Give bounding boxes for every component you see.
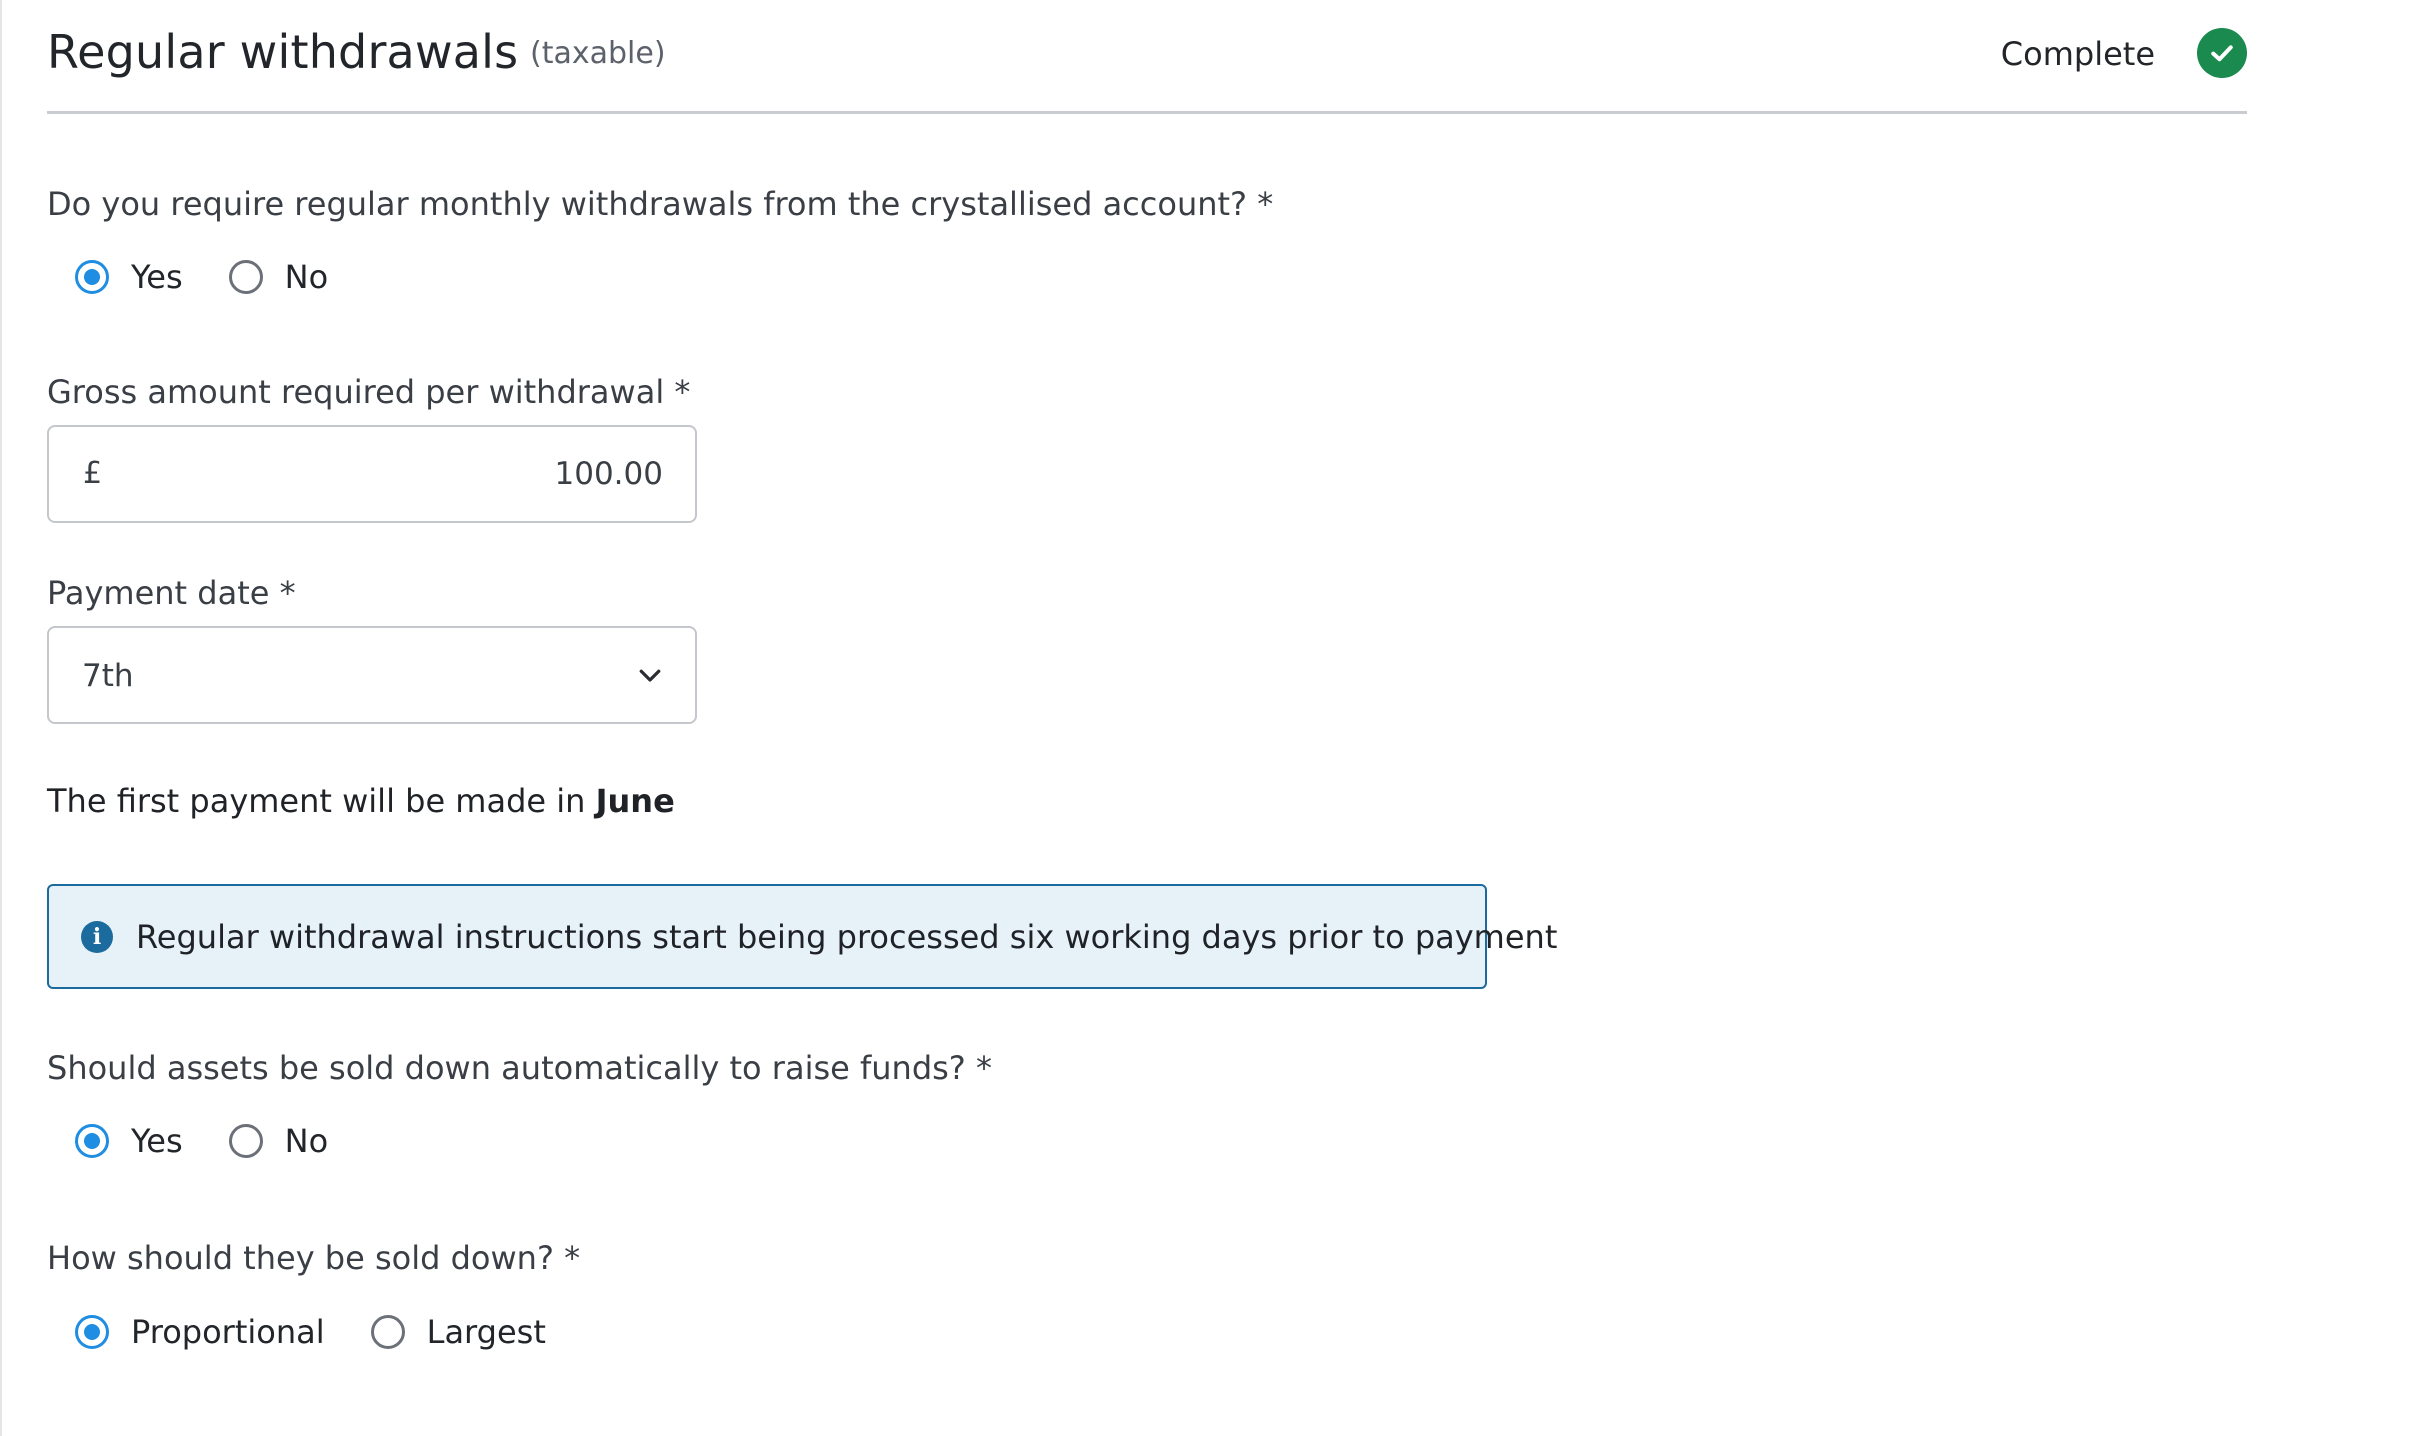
- sell-down-radio-group: [75, 1120, 374, 1162]
- processing-notice: [47, 884, 1558, 989]
- radio-label-yes: Yes: [131, 1122, 183, 1160]
- sell-method-radio-group: [75, 1311, 592, 1353]
- gross-amount-label: Gross amount required per withdrawal *: [47, 373, 691, 411]
- radio-checked-icon[interactable]: [75, 1315, 109, 1349]
- first-payment-prefix: The first payment will be made in: [47, 782, 596, 820]
- monthly-withdrawals-no-option[interactable]: [229, 256, 329, 298]
- radio-unchecked-icon[interactable]: [371, 1315, 405, 1349]
- radio-label-no: No: [284, 258, 329, 296]
- monthly-withdrawals-radio-group: [75, 256, 374, 298]
- payment-date-select[interactable]: [47, 626, 697, 724]
- radio-label-yes: Yes: [131, 258, 183, 296]
- section-subtitle: (taxable): [530, 36, 666, 71]
- first-payment-info: [47, 780, 675, 822]
- sell-down-yes-option[interactable]: [75, 1120, 183, 1162]
- gross-amount-value: 100.00: [554, 456, 663, 492]
- sell-method-question: How should they be sold down? *: [47, 1239, 581, 1277]
- monthly-withdrawals-question: Do you require regular monthly withdrawals from the crystallised account? *: [47, 185, 1274, 223]
- radio-checked-icon[interactable]: [75, 260, 109, 294]
- radio-unchecked-icon[interactable]: [229, 1124, 263, 1158]
- processing-notice-text: Regular withdrawal instructions start being processed six working days prior to payment: [136, 918, 1558, 956]
- currency-symbol: £: [83, 456, 103, 491]
- section-title: Regular withdrawals: [47, 25, 519, 79]
- radio-unchecked-icon[interactable]: [229, 260, 263, 294]
- sell-method-proportional-option[interactable]: [75, 1311, 325, 1353]
- sell-down-question: Should assets be sold down automatically to raise funds? *: [47, 1049, 992, 1087]
- radio-label-proportional: Proportional: [131, 1313, 325, 1351]
- info-icon: i: [81, 921, 113, 953]
- payment-date-label: Payment date *: [47, 574, 296, 612]
- section-header: [47, 0, 2247, 114]
- monthly-withdrawals-yes-option[interactable]: [75, 256, 183, 298]
- radio-label-no: No: [284, 1122, 329, 1160]
- payment-date-selected-value: 7th: [82, 658, 134, 694]
- radio-label-largest: Largest: [426, 1313, 546, 1351]
- status-label: Complete: [2000, 35, 2155, 73]
- first-payment-month: June: [595, 782, 675, 820]
- chevron-down-icon: [635, 660, 665, 690]
- check-icon: [2197, 28, 2247, 78]
- gross-amount-input[interactable]: [47, 425, 697, 523]
- radio-checked-icon[interactable]: [75, 1124, 109, 1158]
- sell-down-no-option[interactable]: [229, 1120, 329, 1162]
- sell-method-largest-option[interactable]: [371, 1311, 546, 1353]
